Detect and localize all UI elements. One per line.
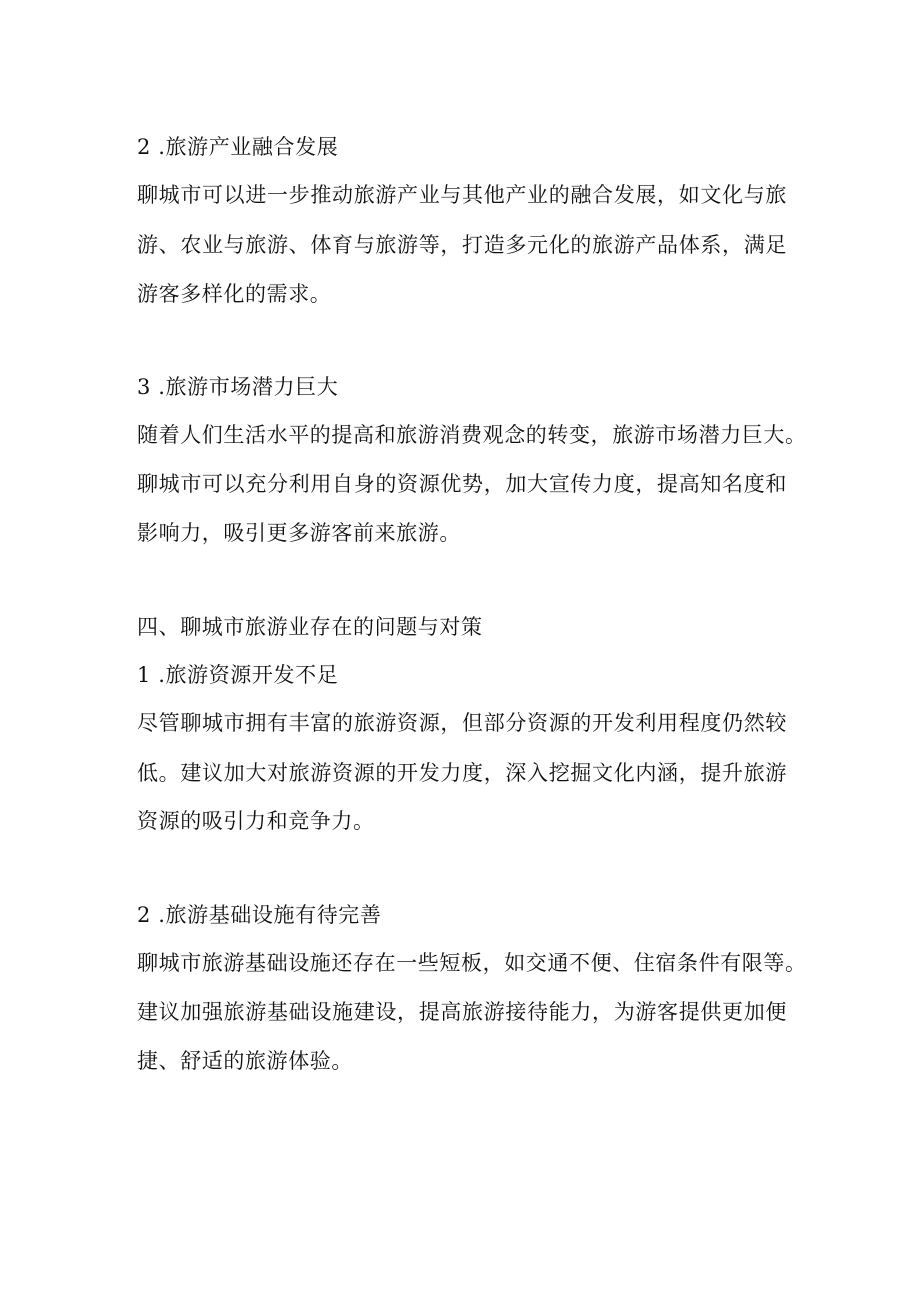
paragraph-line: 游客多样化的需求。 xyxy=(137,282,332,306)
chapter-heading: 四、聊城市旅游业存在的问题与对策 xyxy=(137,615,483,639)
paragraph-line: 低。建议加大对旅游资源的开发力度，深入挖掘文化内涵，提升旅游 xyxy=(137,761,787,785)
paragraph-line: 聊城市可以充分利用自身的资源优势，加大宣传力度，提高知名度和 xyxy=(137,472,787,496)
paragraph-line: 聊城市可以进一步推动旅游产业与其他产业的融合发展，如文化与旅 xyxy=(137,183,787,207)
section-heading: 2 .旅游基础设施有待完善 xyxy=(137,903,382,927)
paragraph-line: 尽管聊城市拥有丰富的旅游资源，但部分资源的开发利用程度仍然较 xyxy=(137,711,787,735)
section-heading: 3 .旅游市场潜力巨大 xyxy=(137,375,339,399)
section-heading: 2 .旅游产业融合发展 xyxy=(137,135,339,159)
paragraph-line: 游、农业与旅游、体育与旅游等，打造多元化的旅游产品体系，满足 xyxy=(137,233,787,257)
paragraph-line: 影响力，吸引更多游客前来旅游。 xyxy=(137,521,461,545)
paragraph-line: 聊城市旅游基础设施还存在一些短板，如交通不便、住宿条件有限等。 xyxy=(137,951,807,975)
paragraph-line: 随着人们生活水平的提高和旅游消费观念的转变，旅游市场潜力巨大。 xyxy=(137,423,807,447)
section-heading: 1 .旅游资源开发不足 xyxy=(137,663,339,687)
paragraph-line: 资源的吸引力和竞争力。 xyxy=(137,809,375,833)
paragraph-line: 捷、舒适的旅游体验。 xyxy=(137,1049,353,1073)
paragraph-line: 建议加强旅游基础设施建设，提高旅游接待能力，为游客提供更加便 xyxy=(137,1000,787,1024)
